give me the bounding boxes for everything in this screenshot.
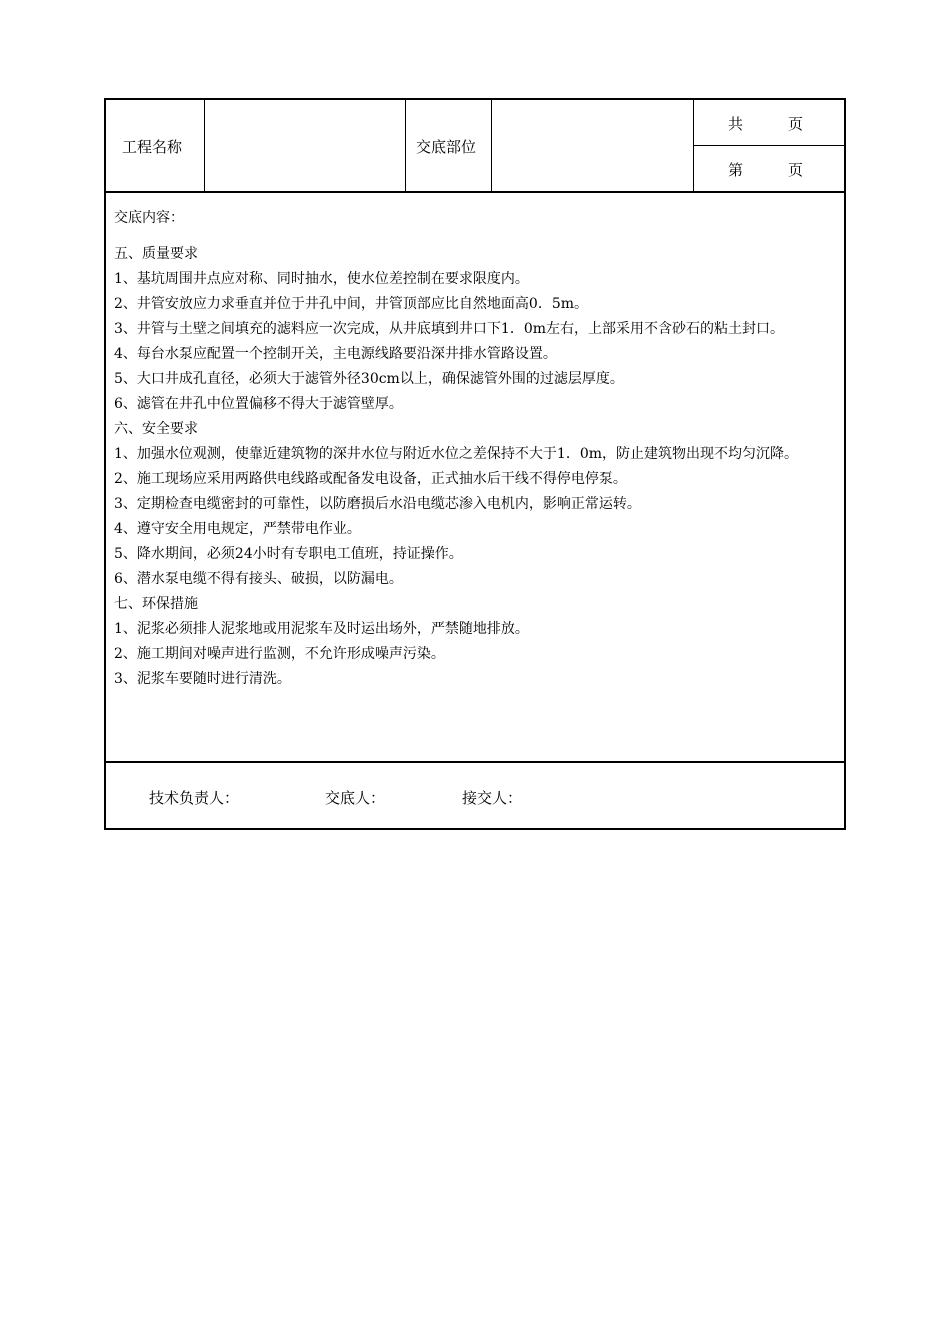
col-divider-2 — [405, 100, 406, 191]
content-line: 六、安全要求 — [114, 421, 198, 437]
content-line: 6、滤管在井孔中位置偏移不得大于滤管壁厚。 — [114, 396, 403, 412]
content-line: 6、潜水泵电缆不得有接头、破损，以防漏电。 — [114, 571, 403, 587]
presenter-label: 交底人： — [325, 789, 386, 807]
content-line: 七、环保措施 — [114, 596, 198, 612]
content-line: 五、质量要求 — [114, 246, 198, 262]
receiver-label: 接交人： — [462, 789, 523, 807]
col-divider-4 — [693, 100, 694, 191]
briefing-content — [114, 206, 842, 692]
content-line: 3、井管与土壁之间填充的滤料应一次完成，从井底填到井口下1．0m左右，上部采用不含砂石的粘土封口。 — [114, 321, 784, 337]
content-line: 1、泥浆必须排人泥浆地或用泥浆车及时运出场外，严禁随地排放。 — [114, 621, 529, 637]
content-line: 2、施工现场应采用两路供电线路或配备发电设备，正式抽水后干线不得停电停泵。 — [114, 471, 627, 487]
footer-top-rule — [106, 761, 844, 763]
content-line: 1、基坑周围井点应对称、同时抽水，使水位差控制在要求限度内。 — [114, 271, 529, 287]
location-label: 交底部位 — [416, 138, 477, 156]
page-number: 第 页 — [728, 161, 804, 179]
total-pages: 共 页 — [728, 115, 804, 133]
content-line: 5、大口井成孔直径，必须大于滤管外径30cm以上，确保滤管外围的过滤层厚度。 — [114, 371, 624, 387]
content-line: 2、施工期间对噪声进行监测，不允许形成噪声污染。 — [114, 646, 445, 662]
content-line: 4、每台水泵应配置一个控制开关，主电源线路要沿深井排水管路设置。 — [114, 346, 557, 362]
content-label: 交底内容： — [114, 210, 184, 226]
pages-divider-rule — [693, 145, 844, 146]
col-divider-1 — [204, 100, 205, 191]
content-line: 2、井管安放应力求垂直并位于井孔中间，井管顶部应比自然地面高0．5m。 — [114, 296, 588, 312]
briefing-form — [104, 98, 846, 830]
content-line: 3、泥浆车要随时进行清洗。 — [114, 671, 291, 687]
tech-lead-label: 技术负责人： — [149, 789, 240, 807]
content-line: 3、定期检查电缆密封的可靠性，以防磨损后水沿电缆芯渗入电机内，影响正常运转。 — [114, 496, 641, 512]
content-line: 1、加强水位观测，使靠近建筑物的深井水位与附近水位之差保持不大于1．0m，防止建筑物出现不均匀沉降。 — [114, 446, 798, 462]
project-name-label: 工程名称 — [122, 138, 183, 156]
content-line: 5、降水期间，必须24小时有专职电工值班，持证操作。 — [114, 546, 463, 562]
col-divider-3 — [491, 100, 492, 191]
header-bottom-rule — [106, 191, 844, 193]
content-line: 4、遵守安全用电规定，严禁带电作业。 — [114, 521, 361, 537]
